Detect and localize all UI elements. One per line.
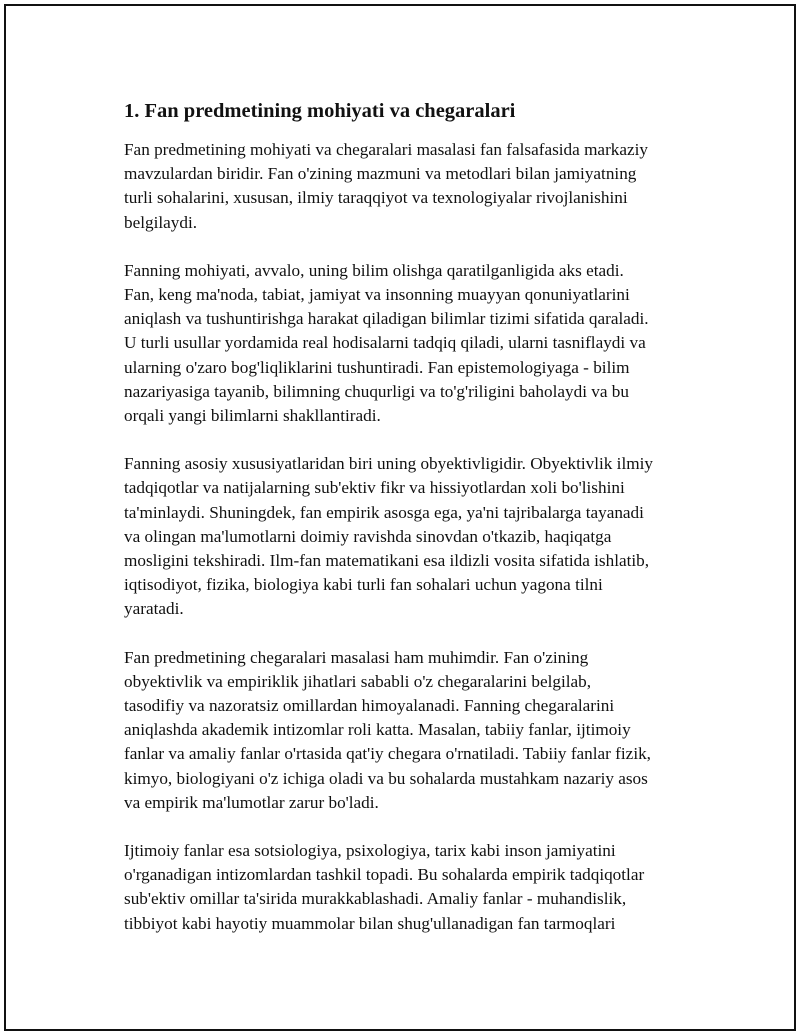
text-line: obyektivlik va empiriklik jihatlari sababli o'z chegaralarini belgilab, [124,671,592,691]
text-line: mosligini tekshiradi. Ilm-fan matematikani esa ildizli vosita sifatida ishlatib, [124,551,650,571]
paragraph-boundaries [124,646,704,815]
text-line: tadqiqotlar va natijalarning sub'ektiv fikr va hissiyotlardan xoli bo'lishini [124,478,625,498]
text-line: tibbiyot kabi hayotiy muammolar bilan shug'ullanadigan fan tarmoqlari [124,913,616,933]
paragraph-social-sciences [124,839,704,936]
text-line: Fan predmetining chegaralari masalasi ham muhimdir. Fan o'zining [124,647,589,667]
text-line: Fanning mohiyati, avvalo, uning bilim olishga qaratilganligida aks etadi. [124,260,624,280]
text-line: aniqlashda akademik intizomlar roli katta. Masalan, tabiiy fanlar, ijtimoiy [124,720,631,740]
document-body [124,98,704,960]
text-line: Fan, keng ma'noda, tabiat, jamiyat va insonning muayyan qonuniyatlarini [124,285,630,305]
text-line: turli sohalarini, xususan, ilmiy taraqqiyot va texnologiyalar rivojlanishini [124,188,628,208]
text-line: fanlar va amaliy fanlar o'rtasida qat'iy chegara o'rnatiladi. Tabiiy fanlar fizik, [124,744,651,764]
text-line: Ijtimoiy fanlar esa sotsiologiya, psixologiya, tarix kabi inson jamiyatini [124,841,616,861]
text-line: va empirik ma'lumotlar zarur bo'ladi. [124,792,379,812]
text-line: orqali yangi bilimlarni shakllantiradi. [124,406,381,426]
page-border [4,4,796,1031]
text-line: tasodifiy va nazoratsiz omillardan himoyalanadi. Fanning chegaralarini [124,696,615,716]
text-line: Fan predmetining mohiyati va chegaralari masalasi fan falsafasida markaziy [124,140,649,159]
text-line: ta'minlaydi. Shuningdek, fan empirik asosga ega, ya'ni tajribalarga tayanadi [124,502,644,522]
text-line: kimyo, biologiyani o'z ichiga oladi va bu sohalarda mustahkam nazariy asos [124,768,648,788]
paragraph-intro [124,138,704,235]
text-line: nazariyasiga tayanib, bilimning chuqurligi va to'g'riligini baholaydi va bu [124,381,629,401]
text-line: U turli usullar yordamida real hodisalarni tadqiq qiladi, ularni tasniflaydi va [124,333,646,353]
text-line: ularning o'zaro bog'liqliklarini tushuntiradi. Fan epistemologiyaga - bilim [124,357,630,377]
text-line: o'rganadigan intizomlardan tashkil topadi. Bu sohalarda empirik tadqiqotlar [124,865,645,885]
text-line: va olingan ma'lumotlarni doimiy ravishda sinovdan o'tkazib, haqiqatga [124,526,612,546]
text-line: iqtisodiyot, fizika, biologiya kabi turli fan sohalari uchun yagona tilni [124,575,603,595]
text-line: sub'ektiv omillar ta'sirida murakkablashadi. Amaliy fanlar - muhandislik, [124,889,627,909]
text-line: belgilaydi. [124,212,198,232]
text-line: aniqlash va tushuntirishga harakat qiladigan bilimlar tizimi sifatida qaraladi. [124,309,649,329]
text-line: yaratadi. [124,599,184,619]
section-heading: 1. Fan predmetining mohiyati va chegaralari [124,100,516,122]
paragraph-objectivity [124,452,704,621]
text-line: mavzulardan biridir. Fan o'zining mazmuni va metodlari bilan jamiyatning [124,164,637,184]
text-line: Fanning asosiy xususiyatlaridan biri uning obyektivligidir. Obyektivlik ilmiy [124,454,653,474]
paragraph-essence [124,259,704,428]
